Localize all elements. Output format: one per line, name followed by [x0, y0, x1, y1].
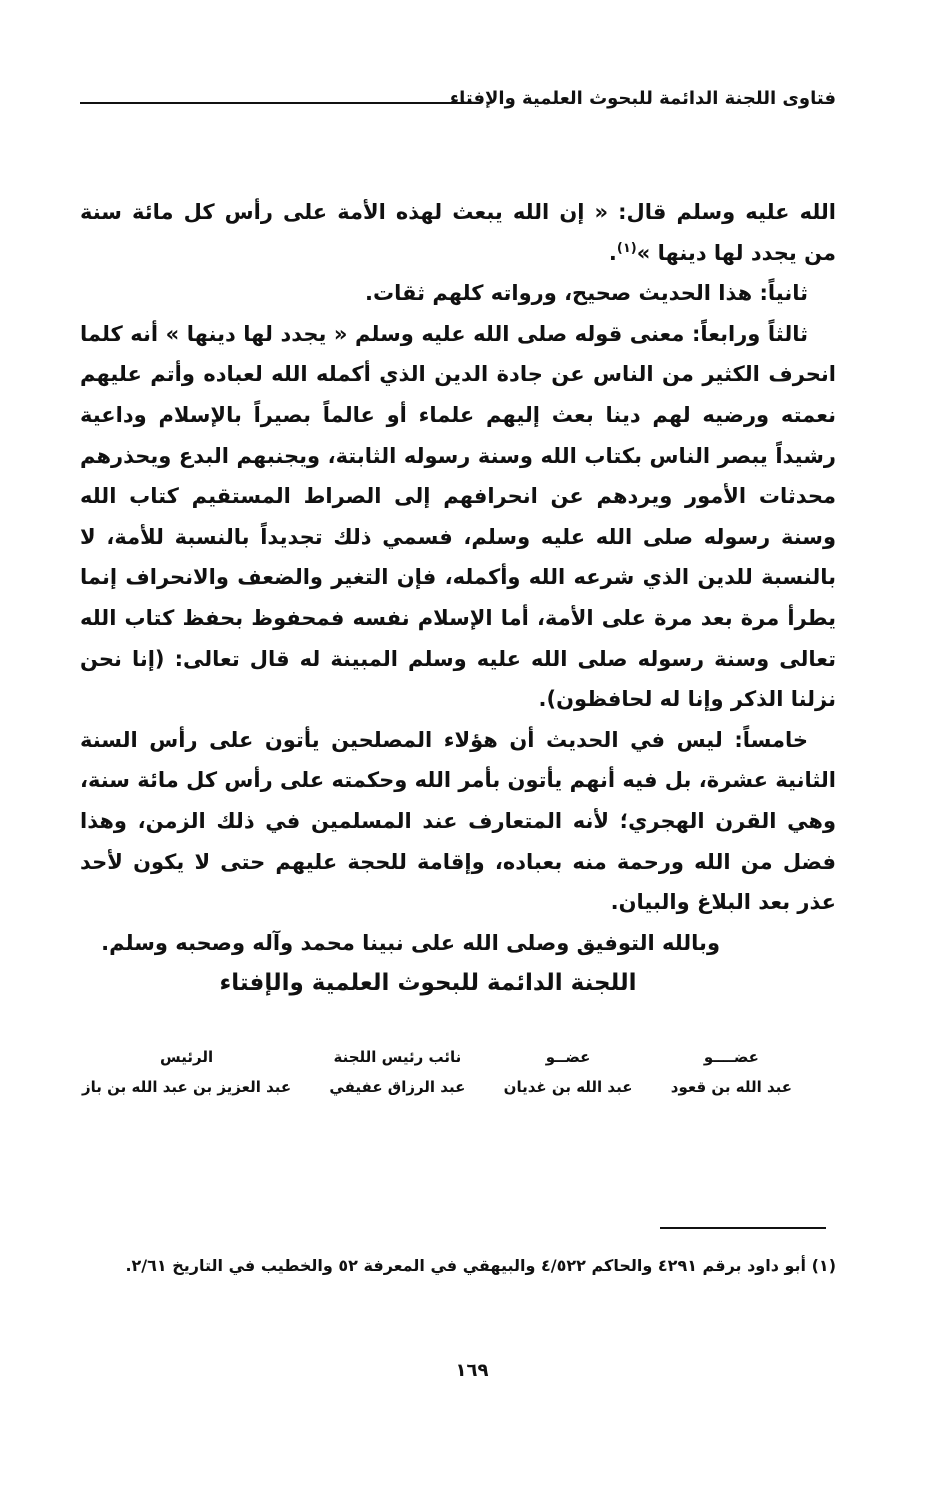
signatures — [82, 1048, 792, 1108]
header-rule — [80, 102, 471, 104]
paragraph-second — [80, 273, 836, 314]
paragraph-third-fourth — [80, 314, 836, 720]
third-lead: ثالثاً ورابعاً: — [691, 321, 808, 346]
hadith-end: . — [608, 240, 617, 265]
signature-member-1 — [671, 1048, 792, 1108]
second-text: هذا الحديث صحيح، ورواته كلهم ثقات. — [365, 281, 760, 306]
running-header — [80, 86, 836, 116]
paragraph-hadith — [80, 192, 836, 273]
committee-name: اللجنة الدائمة للبحوث العلمية والإفتاء — [219, 970, 637, 997]
second-lead: ثانياً: — [759, 281, 808, 306]
header-title: فتاوى اللجنة الدائمة للبحوث العلمية والإفتاء — [449, 88, 836, 109]
signature-name: عبد الله بن غديان — [503, 1078, 633, 1096]
footnote: (١) أبو داود برقم ٤٢٩١ والحاكم ٤/٥٢٢ والبيهقي في المعرفة ٥٢ والخطيب في التاريخ ٢/٦١. — [125, 1256, 836, 1275]
signature-deputy — [329, 1048, 465, 1108]
closing-line: وبالله التوفيق وصلى الله على نبينا محمد وآله وصحبه وسلم. — [101, 930, 720, 955]
signature-role: عضــو — [545, 1048, 591, 1066]
signature-role: الرئيس — [160, 1048, 214, 1066]
signature-role: عضــــو — [703, 1048, 759, 1066]
signature-name: عبد العزيز بن عبد الله بن باز — [82, 1078, 292, 1096]
main-text — [80, 192, 836, 1004]
fifth-lead: خامساً: — [734, 727, 808, 752]
page-number: ١٦٩ — [455, 1360, 489, 1381]
third-text: معنى قوله صلى الله عليه وسلم « يجدد لها دينها » أنه كلما انحرف الكثير من الناس عن جادة الدين الذي أكمله الله لعباده وأتم عليهم نعمته ورضيه لهم دينا بعث إليهم علماء أو عالماً بصيراً بالإسلام وداعية رشيداً يبصر الناس بكتاب الله وسنة رسوله الثابتة، ويجنبهم البدع ويحذرهم محدثات الأمور ويردهم عن انحرافهم إلى الصراط المستقيم كتاب الله وسنة رسوله صلى الله عليه وسلم، فسمي ذلك تجديداً بالنسبة للأمة، لا بالنسبة للدين الذي شرعه الله وأكمله، فإن التغير والضعف والانحراف إنما يطرأ مرة بعد مرة على الأمة، أما الإسلام نفسه فمحفوظ بحفظ كتاب الله تعالى وسنة رسوله صلى الله عليه وسلم المبينة له قال تعالى: (إنا نحن نزلنا الذكر وإنا له لحافظون). — [80, 321, 836, 712]
signature-role: نائب رئيس اللجنة — [333, 1048, 462, 1066]
footnote-rule — [660, 1227, 826, 1229]
signature-name: عبد الله بن قعود — [670, 1078, 792, 1096]
footnote-ref: (١) — [616, 240, 637, 256]
hadith-text: الله عليه وسلم قال: « إن الله يبعث لهذه الأمة على رأس كل مائة سنة من يجدد لها دينها » — [80, 200, 836, 265]
signature-member-2 — [504, 1048, 633, 1108]
fifth-text: ليس في الحديث أن هؤلاء المصلحين يأتون على رأس السنة الثانية عشرة، بل فيه أنهم يأتون بأمر الله وحكمته على رأس كل مائة سنة، وهي القرن الهجري؛ لأنه المتعارف عند المسلمين في ذلك الزمن، وهذا فضل من الله ورحمة منه بعباده، وإقامة للحجة عليهم حتى لا يكون لأحد عذر بعد البلاغ والبيان. — [80, 727, 836, 915]
paragraph-fifth — [80, 720, 836, 923]
signature-chairman — [82, 1048, 291, 1108]
signature-name: عبد الرزاق عفيفي — [329, 1078, 466, 1096]
